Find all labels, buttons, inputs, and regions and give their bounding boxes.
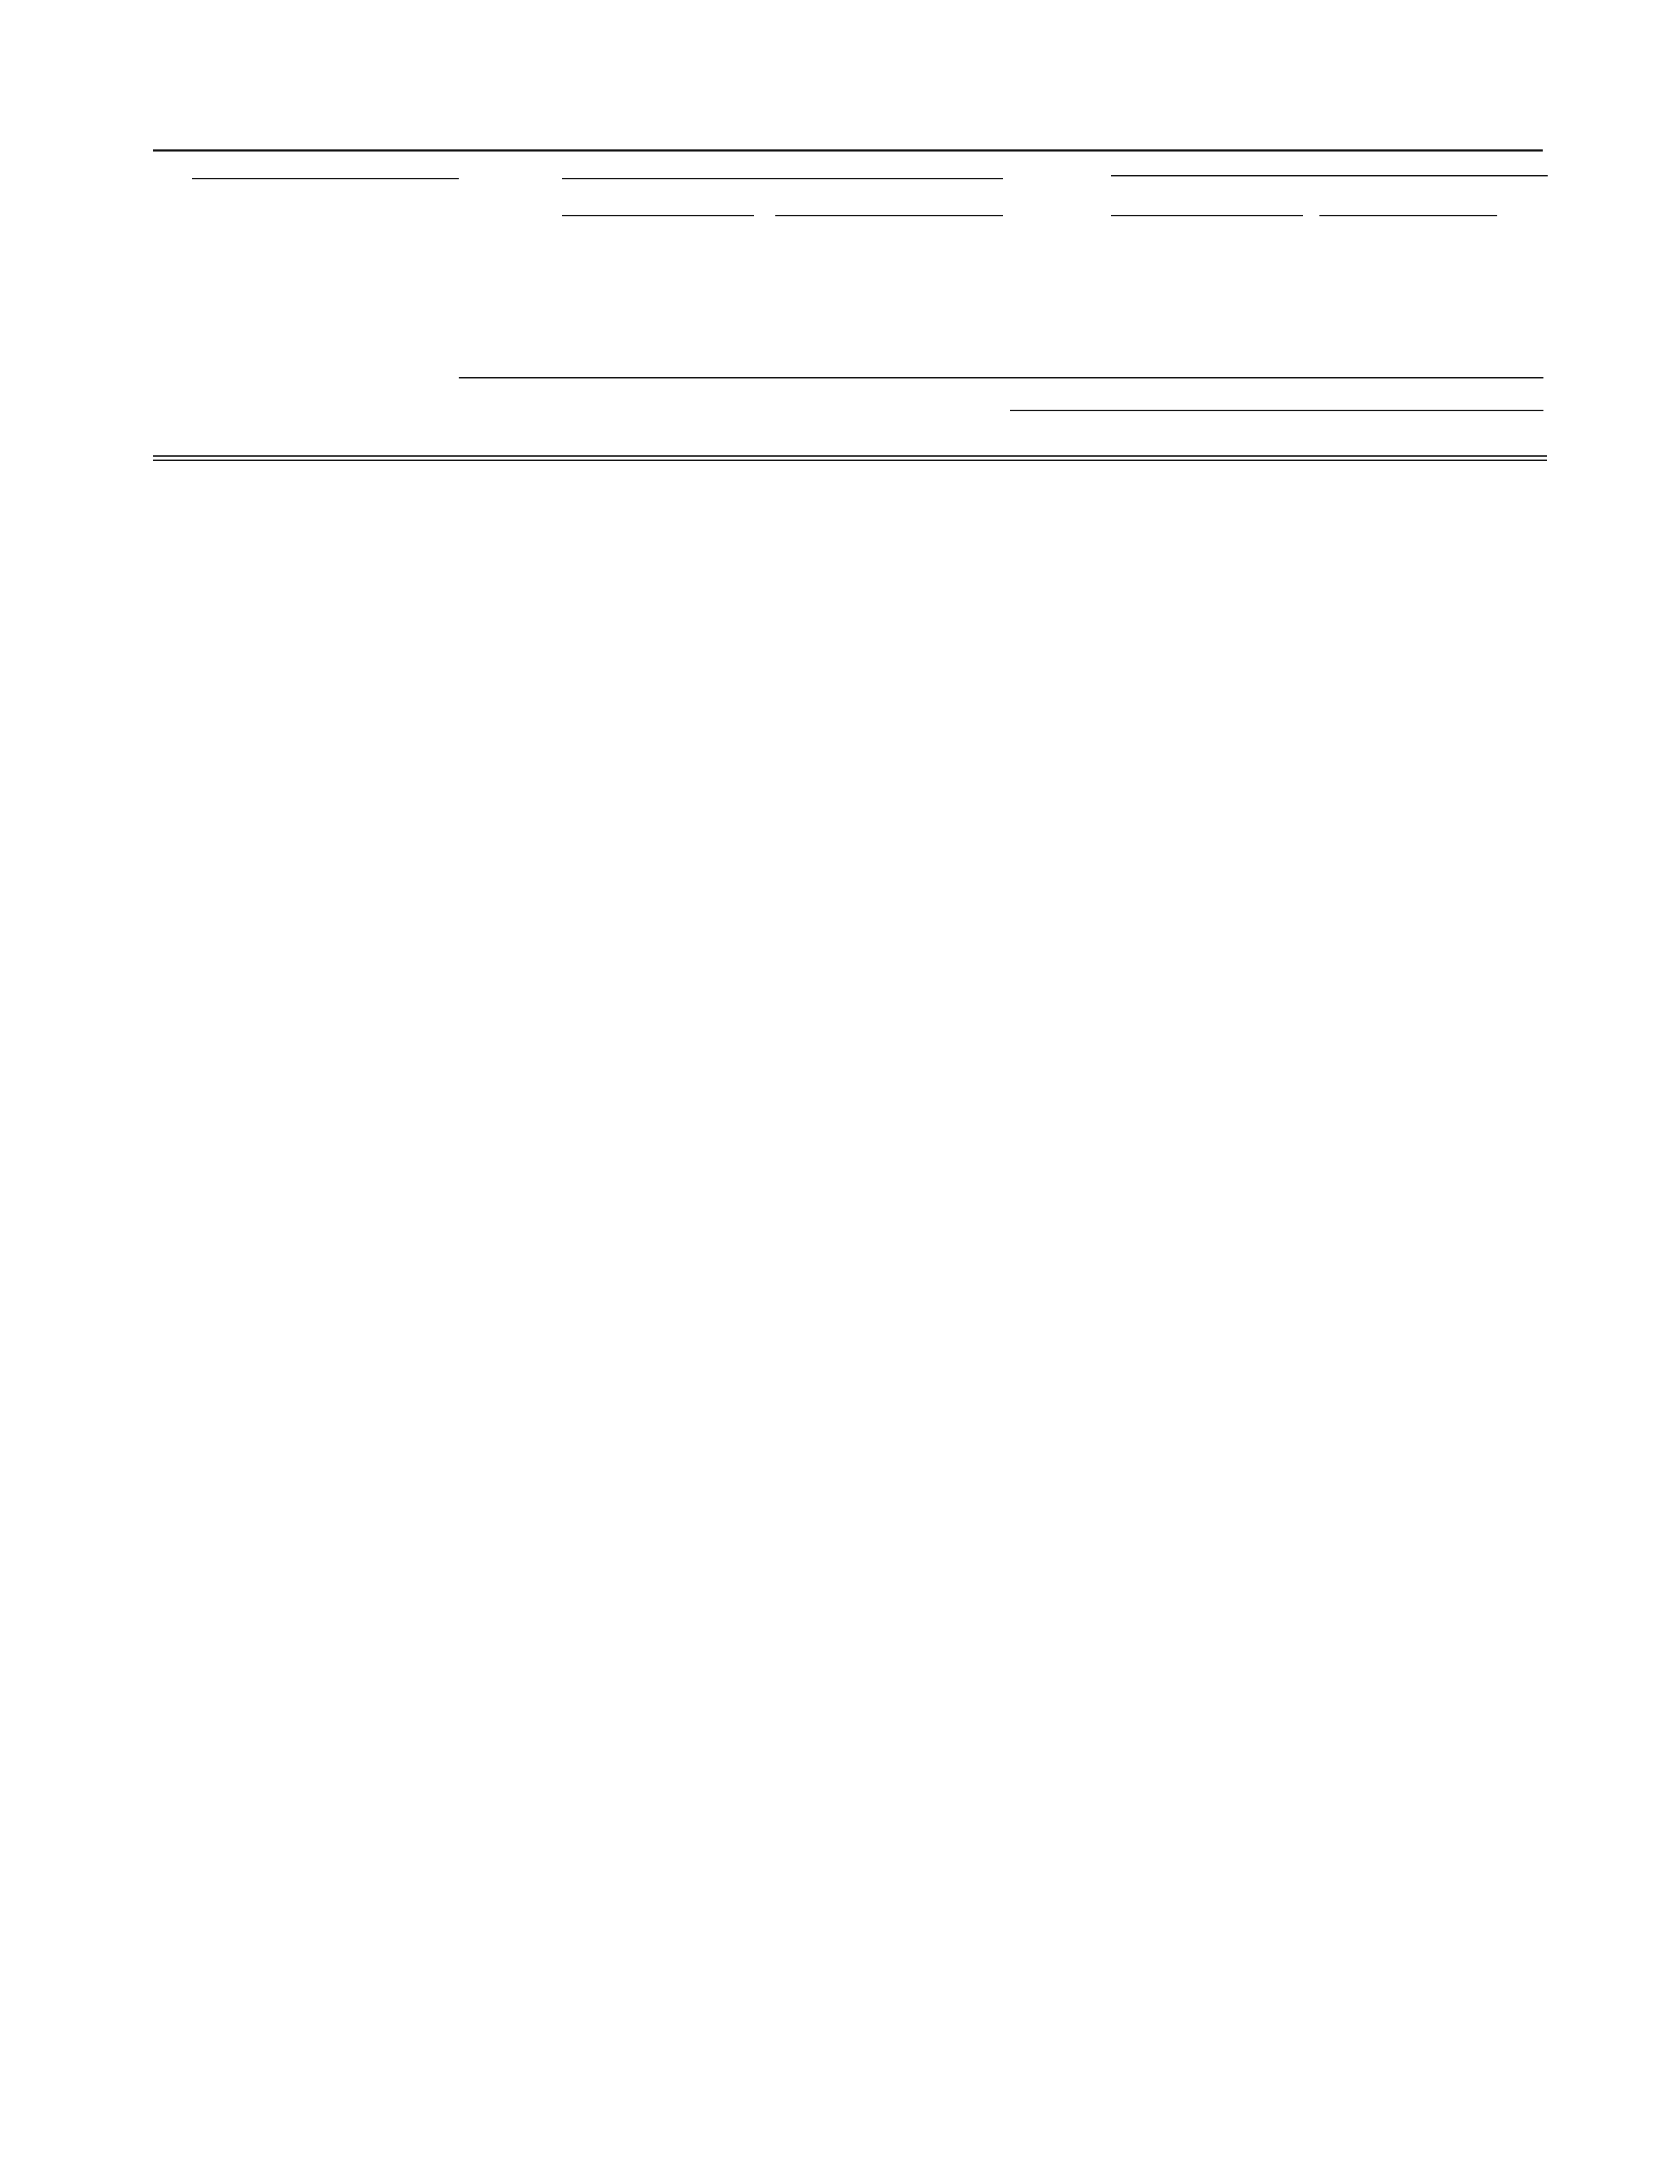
header-col6 — [464, 154, 502, 367]
header-col15 — [1016, 154, 1054, 367]
header-col9 — [636, 228, 674, 370]
header-col16 — [1067, 154, 1105, 367]
header-col7 — [516, 154, 555, 367]
header-col3 — [263, 185, 303, 448]
header-col5 — [404, 185, 441, 448]
header-col18 — [1181, 228, 1219, 370]
header-col4 — [356, 185, 393, 448]
